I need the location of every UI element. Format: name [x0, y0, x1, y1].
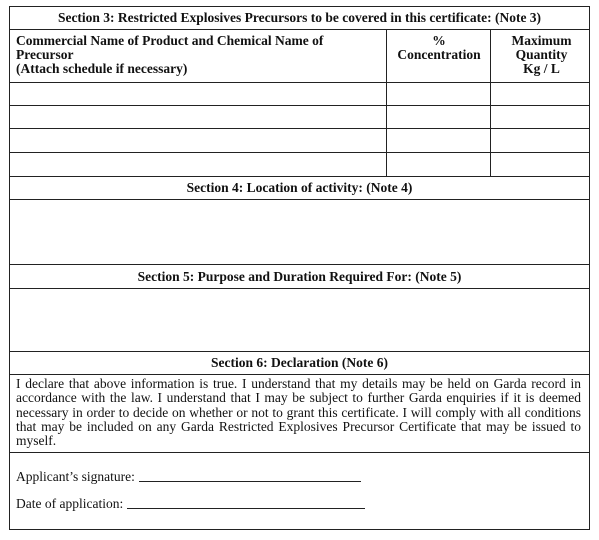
location-field[interactable] — [10, 201, 589, 265]
signature-row — [16, 469, 361, 485]
date-label: Date of application: — [16, 496, 124, 511]
concentration-cell[interactable] — [387, 83, 490, 105]
section4-title: Section 4: Location of activity: (Note 4) — [10, 177, 589, 200]
certificate-form — [9, 6, 590, 530]
section5-title: Section 5: Purpose and Duration Required For: (Note 5) — [10, 265, 589, 289]
quantity-cell[interactable] — [491, 83, 589, 105]
product-cell[interactable] — [10, 153, 386, 176]
product-cell[interactable] — [10, 83, 386, 105]
declaration-text: I declare that above information is true. I understand that my details may be held on Garda record in accordance with the law. I understand that I may be subject to further Garda enquiries if it is deemed necessary in order to decide on whether or not to grant this certificate. I will comply with all conditions that may be included on any Garda Restricted Explosives Precursor Certificate that may be issued to myself. — [16, 376, 581, 449]
product-cell[interactable] — [10, 106, 386, 128]
concentration-column-header: % Concentration — [397, 33, 481, 62]
concentration-cell[interactable] — [387, 153, 490, 176]
section-divider — [10, 452, 589, 453]
product-column-header: Commercial Name of Product and Chemical Name of Precursor (Attach schedule if necessary) — [16, 33, 324, 76]
quantity-cell[interactable] — [491, 106, 589, 128]
signature-label: Applicant’s signature: — [16, 469, 135, 484]
purpose-field[interactable] — [10, 290, 589, 352]
quantity-column-header: Maximum Quantity Kg / L — [511, 33, 572, 76]
quantity-cell[interactable] — [491, 153, 589, 176]
product-cell[interactable] — [10, 129, 386, 152]
signature-input[interactable] — [139, 480, 361, 482]
quantity-cell[interactable] — [491, 129, 589, 152]
section6-title: Section 6: Declaration (Note 6) — [10, 352, 589, 375]
date-input[interactable] — [127, 507, 365, 509]
concentration-cell[interactable] — [387, 106, 490, 128]
section3-title: Section 3: Restricted Explosives Precursors to be covered in this certificate: (Note 3) — [10, 7, 589, 30]
date-row — [16, 496, 365, 512]
concentration-cell[interactable] — [387, 129, 490, 152]
